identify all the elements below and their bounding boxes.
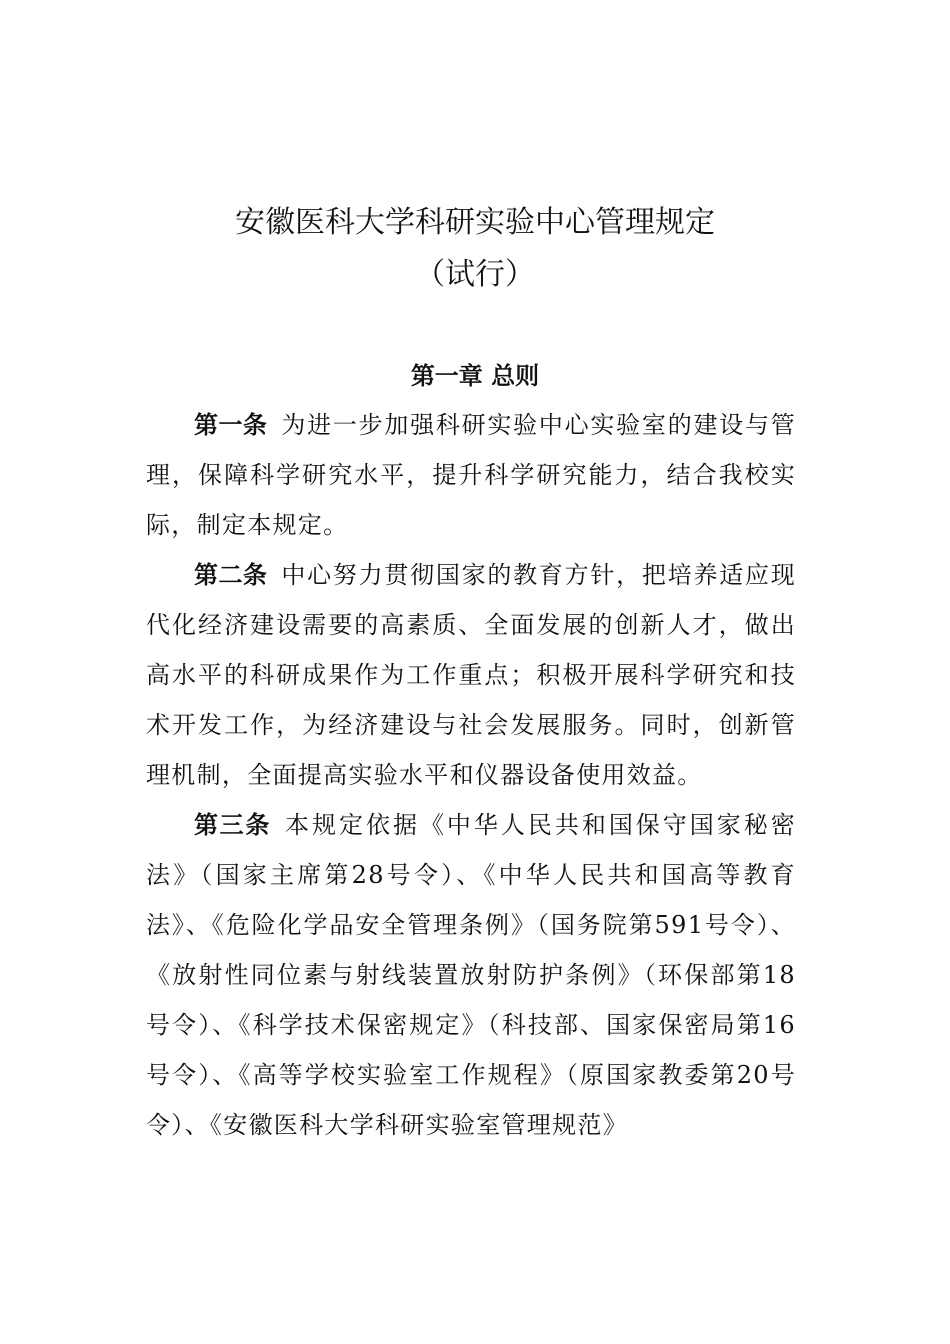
article-2-text: 中心努力贯彻国家的教育方针，把培养适应现代化经济建设需要的高素质、全面发展的创新人才，做出高水平的科研成果作为工作重点；积极开展科学研究和技术开发工作，为经济建设与社会发展服务。同时，创新管理机制，全面提高实验水平和仪器设备使用效益。 [146,561,797,789]
article-1-label: 第一条 [194,411,268,439]
article-1-text: 为进一步加强科研实验中心实验室的建设与管理，保障科学研究水平，提升科学研究能力，结合我校实际，制定本规定。 [146,411,797,539]
chapter-heading: 第一章 总则 [410,362,540,390]
article-2 [146,550,796,800]
article-3 [146,800,796,1150]
document-title: 安徽医科大学科研实验中心管理规定 [235,205,715,240]
article-3-text: 本规定依据《中华人民共和国保守国家秘密法》（国家主席第28号令）、《中华人民共和国高等教育法》、《危险化学品安全管理条例》（国务院第591号令）、《放射性同位素与射线装置放射防护条例》（环保部第18号令）、《科学技术保密规定》（科技部、国家保密局第16号令）、《高等学校实验室工作规程》（原国家教委第20号令）、《安徽医科大学科研实验室管理规范》 [146,811,796,1139]
document-subtitle: （试行） [415,257,535,292]
article-1 [146,400,796,550]
article-2-label: 第二条 [194,561,268,589]
article-3-label: 第三条 [194,811,272,839]
